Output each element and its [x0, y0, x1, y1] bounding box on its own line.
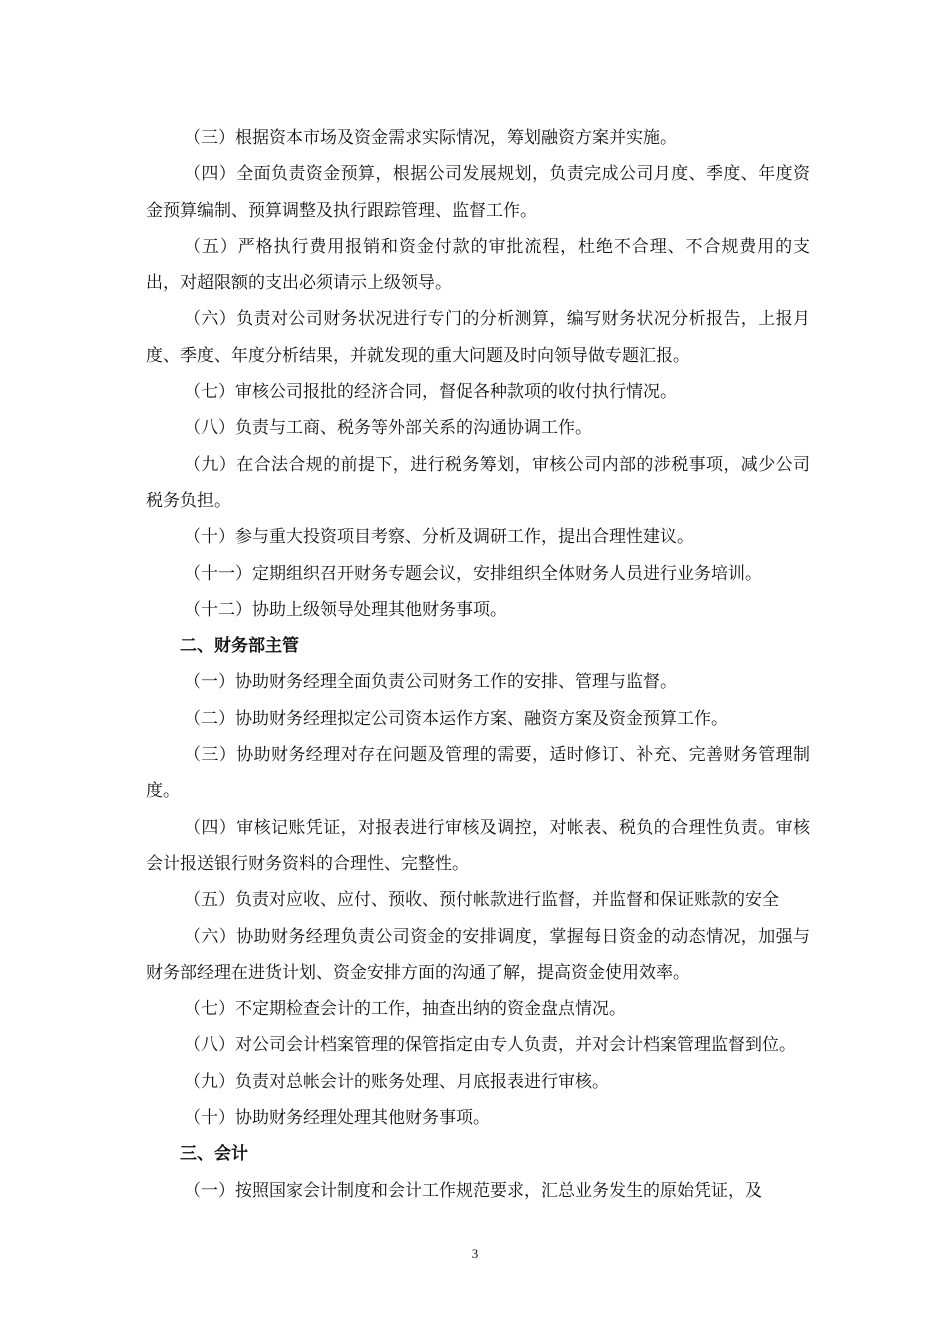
paragraph: （五）严格执行费用报销和资金付款的审批流程，杜绝不合理、不合规费用的支出，对超限额的支出必须请示上级领导。 — [146, 236, 810, 294]
paragraph: （十一）定期组织召开财务专题会议，安排组织全体财务人员进行业务培训。 — [184, 563, 762, 584]
paragraph: （十）协助财务经理处理其他财务事项。 — [184, 1108, 490, 1129]
paragraph: （八）对公司会计档案管理的保管指定由专人负责，并对会计档案管理监督到位。 — [184, 1035, 796, 1056]
document-body — [146, 120, 810, 1209]
paragraph: （八）负责与工商、税务等外部关系的沟通协调工作。 — [184, 418, 592, 439]
paragraph: （十）参与重大投资项目考察、分析及调研工作，提出合理性建议。 — [184, 527, 694, 548]
paragraph: （三）根据资本市场及资金需求实际情况，筹划融资方案并实施。 — [184, 128, 677, 148]
paragraph: （六）协助财务经理负责公司资金的安排调度，掌握每日资金的动态情况，加强与财务部经理在进货计划、资金安排方面的沟通了解，提高资金使用效率。 — [146, 926, 810, 983]
paragraph: （四）全面负责资金预算，根据公司发展规划，负责完成公司月度、季度、年度资金预算编制、预算调整及执行跟踪管理、监督工作。 — [146, 164, 810, 221]
paragraph: （九）负责对总帐会计的账务处理、月底报表进行审核。 — [184, 1071, 609, 1092]
page-number: 3 — [471, 1246, 479, 1261]
paragraph: （十二）协助上级领导处理其他财务事项。 — [184, 599, 507, 620]
paragraph: （六）负责对公司财务状况进行专门的分析测算，编写财务状况分析报告，上报月度、季度、年度分析结果，并就发现的重大问题及时向领导做专题汇报。 — [146, 309, 810, 366]
paragraph: （二）协助财务经理拟定公司资本运作方案、融资方案及资金预算工作。 — [184, 708, 728, 729]
paragraph: （三）协助财务经理对存在问题及管理的需要，适时修订、补充、完善财务管理制度。 — [146, 745, 810, 802]
paragraph: （一）协助财务经理全面负责公司财务工作的安排、管理与监督。 — [184, 672, 677, 693]
section-heading: 三、会计 — [180, 1144, 248, 1165]
paragraph: （一）按照国家会计制度和会计工作规范要求，汇总业务发生的原始凭证，及 — [184, 1180, 762, 1201]
paragraph: （四）审核记账凭证，对报表进行审核及调控，对帐表、税负的合理性负责。审核会计报送银行财务资料的合理性、完整性。 — [146, 817, 810, 874]
paragraph: （九）在合法合规的前提下，进行税务筹划，审核公司内部的涉税事项，减少公司税务负担。 — [146, 454, 810, 511]
section-heading: 二、财务部主管 — [180, 636, 299, 657]
paragraph: （五）负责对应收、应付、预收、预付帐款进行监督，并监督和保证账款的安全 — [184, 890, 779, 911]
paragraph: （七）不定期检查会计的工作，抽查出纳的资金盘点情况。 — [184, 999, 626, 1020]
paragraph: （七）审核公司报批的经济合同，督促各种款项的收付执行情况。 — [184, 382, 677, 403]
